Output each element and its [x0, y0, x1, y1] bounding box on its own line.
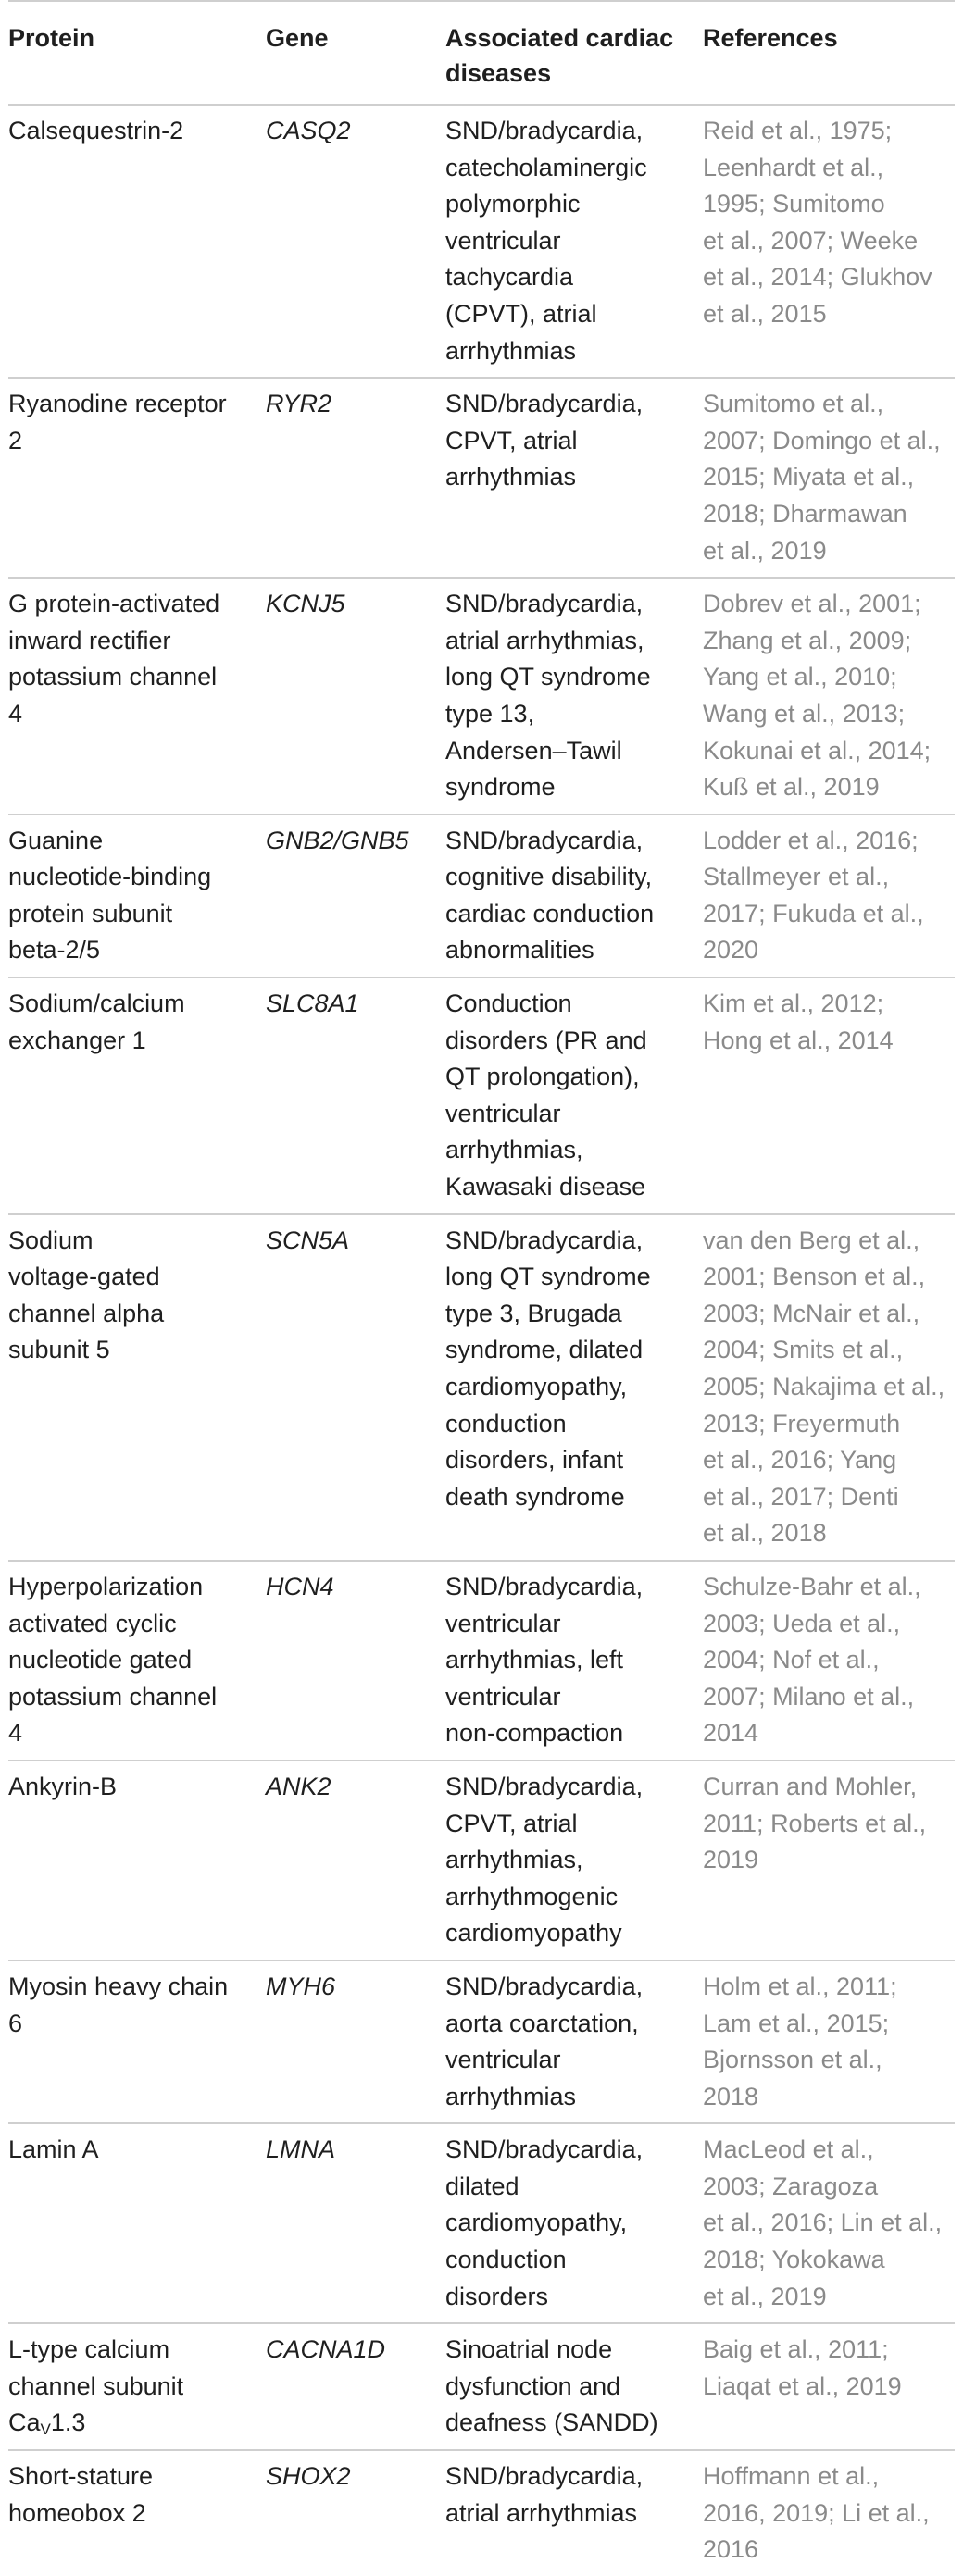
protein-line: potassium channel — [8, 1682, 218, 1711]
disease-line: cardiomyopathy, — [445, 1373, 628, 1400]
disease-line: SND/bradycardia, — [445, 590, 644, 618]
reference-line: Curran and Mohler, — [703, 1772, 918, 1800]
disease-line: death syndrome — [445, 1482, 625, 1511]
protein-cell — [8, 2323, 266, 2450]
diseases-cell — [445, 2323, 703, 2450]
table-row — [8, 2323, 955, 2450]
reference-line: Dobrev et al., 2001; — [703, 590, 921, 618]
reference-line: 2003; Zaragoza — [703, 2172, 879, 2200]
reference-line: et al., 2019 — [703, 536, 827, 565]
disease-line: arrhythmogenic — [445, 1882, 619, 1910]
disease-line: Andersen–Tawil — [445, 736, 622, 765]
header-row — [8, 1, 955, 105]
gene-cell: RYR2 — [266, 378, 445, 578]
protein-line: protein subunit — [8, 899, 173, 927]
diseases-cell — [445, 1214, 703, 1561]
disease-line: SND/bradycardia, — [445, 1772, 644, 1800]
header-protein: Protein — [8, 1, 266, 105]
table-row — [8, 1214, 955, 1561]
reference-line: 2013; Freyermuth — [703, 1409, 901, 1437]
references-cell — [703, 2450, 955, 2576]
gene-cell: KCNJ5 — [266, 578, 445, 815]
protein-line: nucleotide-binding — [8, 863, 212, 891]
reference-line: Reid et al., 1975; — [703, 117, 893, 144]
reference-line: 2015; Miyata et al., — [703, 463, 915, 492]
disease-line: arrhythmias — [445, 463, 577, 492]
reference-line: et al., 2018 — [703, 1519, 827, 1548]
protein-line: Sodium — [8, 1226, 94, 1254]
disease-line: ventricular — [445, 1609, 561, 1637]
reference-line: Leenhardt et al., — [703, 153, 884, 181]
protein-line: Short-stature — [8, 2462, 154, 2491]
table-row — [8, 2123, 955, 2323]
gene-cell: MYH6 — [266, 1960, 445, 2123]
table-row — [8, 105, 955, 378]
reference-line: 2017; Fukuda et al., — [703, 899, 924, 927]
reference-line: et al., 2017; Denti — [703, 1482, 899, 1511]
protein-line: Ryanodine receptor — [8, 390, 227, 418]
disease-line: SND/bradycardia, — [445, 390, 644, 418]
disease-line: ventricular — [445, 1682, 561, 1711]
header-associated-cardiac-diseases: Associated cardiac diseases — [445, 1, 703, 105]
protein-cell — [8, 2123, 266, 2323]
reference-line: Zhang et al., 2009; — [703, 626, 912, 654]
disease-line: aorta coarctation, — [445, 2009, 639, 2037]
reference-line: 2016, 2019; Li et al., — [703, 2498, 930, 2527]
table-row — [8, 1761, 955, 1960]
disease-line: arrhythmias, left — [445, 1646, 624, 1674]
gene-cell: SCN5A — [266, 1214, 445, 1561]
protein-cell — [8, 1960, 266, 2123]
table-row — [8, 378, 955, 578]
disease-line: deafness (SANDD) — [445, 2408, 658, 2437]
gene-cell: HCN4 — [266, 1561, 445, 1761]
references-cell — [703, 378, 955, 578]
disease-line: SND/bradycardia, — [445, 2135, 644, 2164]
reference-line: Lam et al., 2015; — [703, 2009, 890, 2037]
protein-line: homeobox 2 — [8, 2498, 146, 2527]
reference-line: 2003; McNair et al., — [703, 1299, 920, 1327]
disease-line: QT prolongation), — [445, 1063, 640, 1091]
diseases-cell — [445, 2450, 703, 2576]
reference-line: et al., 2014; Glukhov — [703, 263, 932, 292]
disease-line: dilated — [445, 2172, 519, 2200]
disease-line: type 3, Brugada — [445, 1299, 622, 1327]
protein-line: nucleotide gated — [8, 1646, 193, 1674]
table-header — [8, 1, 955, 105]
protein-symbol — [8, 2405, 256, 2442]
gene-cell: SHOX2 — [266, 2462, 351, 2491]
reference-line: 2018 — [703, 2082, 759, 2110]
table-row — [8, 977, 955, 1214]
gene-cell: GNB2/GNB5 — [266, 815, 445, 977]
reference-line: Hong et al., 2014 — [703, 1026, 894, 1054]
protein-line: Hyperpolarization — [8, 1572, 204, 1600]
reference-line: Lodder et al., 2016; — [703, 826, 919, 854]
protein-cell — [8, 1561, 266, 1761]
reference-line: 2011; Roberts et al., — [703, 1809, 927, 1837]
protein-cell — [8, 2450, 266, 2576]
references-cell — [703, 1214, 955, 1561]
disease-line: abnormalities — [445, 936, 594, 964]
protein-line: Myosin heavy chain — [8, 1972, 229, 2000]
reference-line: 2004; Nof et al., — [703, 1646, 880, 1674]
disease-line: Conduction — [445, 989, 572, 1018]
reference-line: Kuß et al., 2019 — [703, 773, 880, 802]
reference-line: et al., 2007; Weeke — [703, 226, 919, 255]
disease-line: SND/bradycardia, — [445, 117, 644, 144]
table-row — [8, 1960, 955, 2123]
diseases-cell — [445, 2123, 703, 2323]
protein-line: channel subunit — [8, 2371, 184, 2400]
references-cell — [703, 2323, 955, 2450]
disease-line: cognitive disability, — [445, 863, 653, 891]
protein-line: channel alpha — [8, 1299, 165, 1327]
protein-line: Calsequestrin-2 — [8, 117, 184, 144]
reference-line: Bjornsson et al., — [703, 2046, 882, 2074]
disease-line: disorders, infant — [445, 1446, 624, 1475]
disease-line: type 13, — [445, 699, 535, 728]
reference-line: 2004; Smits et al., — [703, 1336, 904, 1364]
reference-line: Kokunai et al., 2014; — [703, 736, 932, 765]
disease-line: SND/bradycardia, — [445, 826, 644, 854]
protein-line: L-type calcium — [8, 2335, 170, 2364]
reference-line: 2007; Domingo et al., — [703, 426, 941, 454]
disease-line: syndrome, dilated — [445, 1336, 644, 1364]
diseases-cell — [445, 977, 703, 1214]
protein-line: 4 — [8, 699, 23, 728]
reference-line: 2019 — [703, 1846, 759, 1874]
references-cell — [703, 815, 955, 977]
disease-line: non-compaction — [445, 1719, 624, 1748]
gene-cell: SLC8A1 — [266, 977, 445, 1214]
gene-disease-table — [8, 0, 955, 2576]
disease-line: disorders — [445, 2282, 549, 2310]
reference-line: MacLeod et al., — [703, 2135, 874, 2164]
reference-line: Stallmeyer et al., — [703, 863, 890, 891]
gene-cell: CACNA1D — [266, 2323, 445, 2450]
disease-line: arrhythmias — [445, 336, 577, 365]
protein-line: inward rectifier — [8, 626, 171, 654]
disease-line: ventricular — [445, 2046, 561, 2074]
reference-line: et al., 2015 — [703, 299, 827, 328]
reference-line: et al., 2019 — [703, 2282, 827, 2310]
diseases-cell — [445, 378, 703, 578]
reference-line: Wang et al., 2013; — [703, 699, 906, 728]
protein-line: exchanger 1 — [8, 1026, 146, 1054]
reference-line: 2003; Ueda et al., — [703, 1609, 901, 1637]
reference-line: 2005; Nakajima et al., — [703, 1373, 945, 1400]
table-body — [8, 105, 955, 2576]
disease-line: tachycardia — [445, 263, 574, 292]
diseases-cell — [445, 1960, 703, 2123]
protein-line: Guanine — [8, 826, 104, 854]
diseases-cell — [445, 1761, 703, 1960]
reference-line: 2001; Benson et al., — [703, 1263, 926, 1291]
disease-line: Kawasaki disease — [445, 1173, 646, 1201]
gene-cell: CASQ2 — [266, 105, 445, 378]
protein-symbol-subscript: V — [40, 2420, 51, 2439]
references-cell — [703, 105, 955, 378]
protein-line: voltage-gated — [8, 1263, 160, 1291]
disease-line: cardiomyopathy, — [445, 2209, 628, 2237]
reference-line: Holm et al., 2011; — [703, 1972, 897, 2000]
diseases-cell — [445, 578, 703, 815]
disease-line: Sinoatrial node — [445, 2335, 613, 2364]
disease-line: ventricular — [445, 1099, 561, 1127]
reference-line: 2020 — [703, 936, 759, 964]
reference-line: Schulze-Bahr et al., — [703, 1572, 921, 1600]
reference-line: Baig et al., 2011; — [703, 2335, 889, 2364]
protein-line: 6 — [8, 2009, 23, 2037]
references-cell — [703, 977, 955, 1214]
disease-line: long QT syndrome — [445, 663, 651, 691]
disease-line: CPVT, atrial — [445, 1809, 578, 1837]
protein-symbol-base: Ca — [8, 2408, 41, 2437]
reference-line: 1995; Sumitomo — [703, 190, 885, 218]
protein-line: Lamin A — [8, 2135, 99, 2164]
protein-line: activated cyclic — [8, 1609, 177, 1637]
reference-line: 2018; Dharmawan — [703, 499, 907, 528]
disease-line: SND/bradycardia, — [445, 2462, 644, 2491]
disease-line: SND/bradycardia, — [445, 1972, 644, 2000]
reference-line: 2016 — [703, 2535, 759, 2564]
diseases-cell — [445, 815, 703, 977]
diseases-cell — [445, 105, 703, 378]
references-cell — [703, 1960, 955, 2123]
header-references: References — [703, 1, 955, 105]
protein-symbol-tail: 1.3 — [50, 2408, 86, 2437]
protein-cell — [8, 105, 266, 378]
references-cell — [703, 2123, 955, 2323]
header-gene: Gene — [266, 1, 445, 105]
protein-cell — [8, 815, 266, 977]
protein-cell — [8, 578, 266, 815]
references-cell — [703, 1761, 955, 1960]
disease-line: polymorphic — [445, 190, 581, 218]
disease-line: syndrome — [445, 773, 556, 802]
reference-line: et al., 2016; Lin et al., — [703, 2209, 943, 2237]
disease-line: atrial arrhythmias — [445, 2498, 638, 2527]
table-row — [8, 578, 955, 815]
disease-line: dysfunction and — [445, 2371, 621, 2400]
protein-line: Ankyrin-B — [8, 1772, 118, 1800]
diseases-cell — [445, 1561, 703, 1761]
disease-line: atrial arrhythmias, — [445, 626, 644, 654]
table-row — [8, 2450, 955, 2576]
protein-line: 4 — [8, 1719, 23, 1748]
reference-line: Hoffmann et al., — [703, 2462, 880, 2491]
disease-line: long QT syndrome — [445, 1263, 651, 1291]
disease-line: cardiac conduction — [445, 899, 655, 927]
disease-line: cardiomyopathy — [445, 1919, 622, 1948]
protein-cell — [8, 977, 266, 1214]
protein-line: 2 — [8, 426, 23, 454]
disease-line: SND/bradycardia, — [445, 1226, 644, 1254]
disease-line: catecholaminergic — [445, 153, 647, 181]
disease-line: arrhythmias — [445, 2082, 577, 2110]
protein-cell — [8, 1214, 266, 1561]
disease-line: arrhythmias, — [445, 1846, 583, 1874]
gene-cell: ANK2 — [266, 1761, 445, 1960]
disease-line: conduction — [445, 2246, 567, 2274]
reference-line: 2007; Milano et al., — [703, 1682, 915, 1711]
reference-line: Kim et al., 2012; — [703, 989, 884, 1018]
reference-line: Sumitomo et al., — [703, 390, 884, 418]
reference-line: Liaqat et al., 2019 — [703, 2371, 902, 2400]
protein-cell — [8, 1761, 266, 1960]
disease-line: CPVT, atrial — [445, 426, 578, 454]
reference-line: 2018; Yokokawa — [703, 2246, 885, 2274]
reference-line: van den Berg et al., — [703, 1226, 920, 1254]
disease-line: disorders (PR and — [445, 1026, 647, 1054]
protein-line: subunit 5 — [8, 1336, 110, 1364]
reference-line: Yang et al., 2010; — [703, 663, 897, 691]
protein-line: Sodium/calcium — [8, 989, 185, 1018]
table-row — [8, 815, 955, 977]
protein-line: G protein-activated — [8, 590, 220, 618]
protein-line: potassium channel — [8, 663, 218, 691]
reference-line: et al., 2016; Yang — [703, 1446, 897, 1475]
disease-line: arrhythmias, — [445, 1136, 583, 1164]
gene-cell: LMNA — [266, 2123, 445, 2323]
references-cell — [703, 578, 955, 815]
protein-line: beta-2/5 — [8, 936, 101, 964]
reference-line: 2014 — [703, 1719, 759, 1748]
references-cell — [703, 1561, 955, 1761]
disease-line: conduction — [445, 1409, 567, 1437]
disease-line: ventricular — [445, 226, 561, 255]
disease-line: (CPVT), atrial — [445, 299, 597, 328]
table-row — [8, 1561, 955, 1761]
disease-line: SND/bradycardia, — [445, 1572, 644, 1600]
protein-cell — [8, 378, 266, 578]
